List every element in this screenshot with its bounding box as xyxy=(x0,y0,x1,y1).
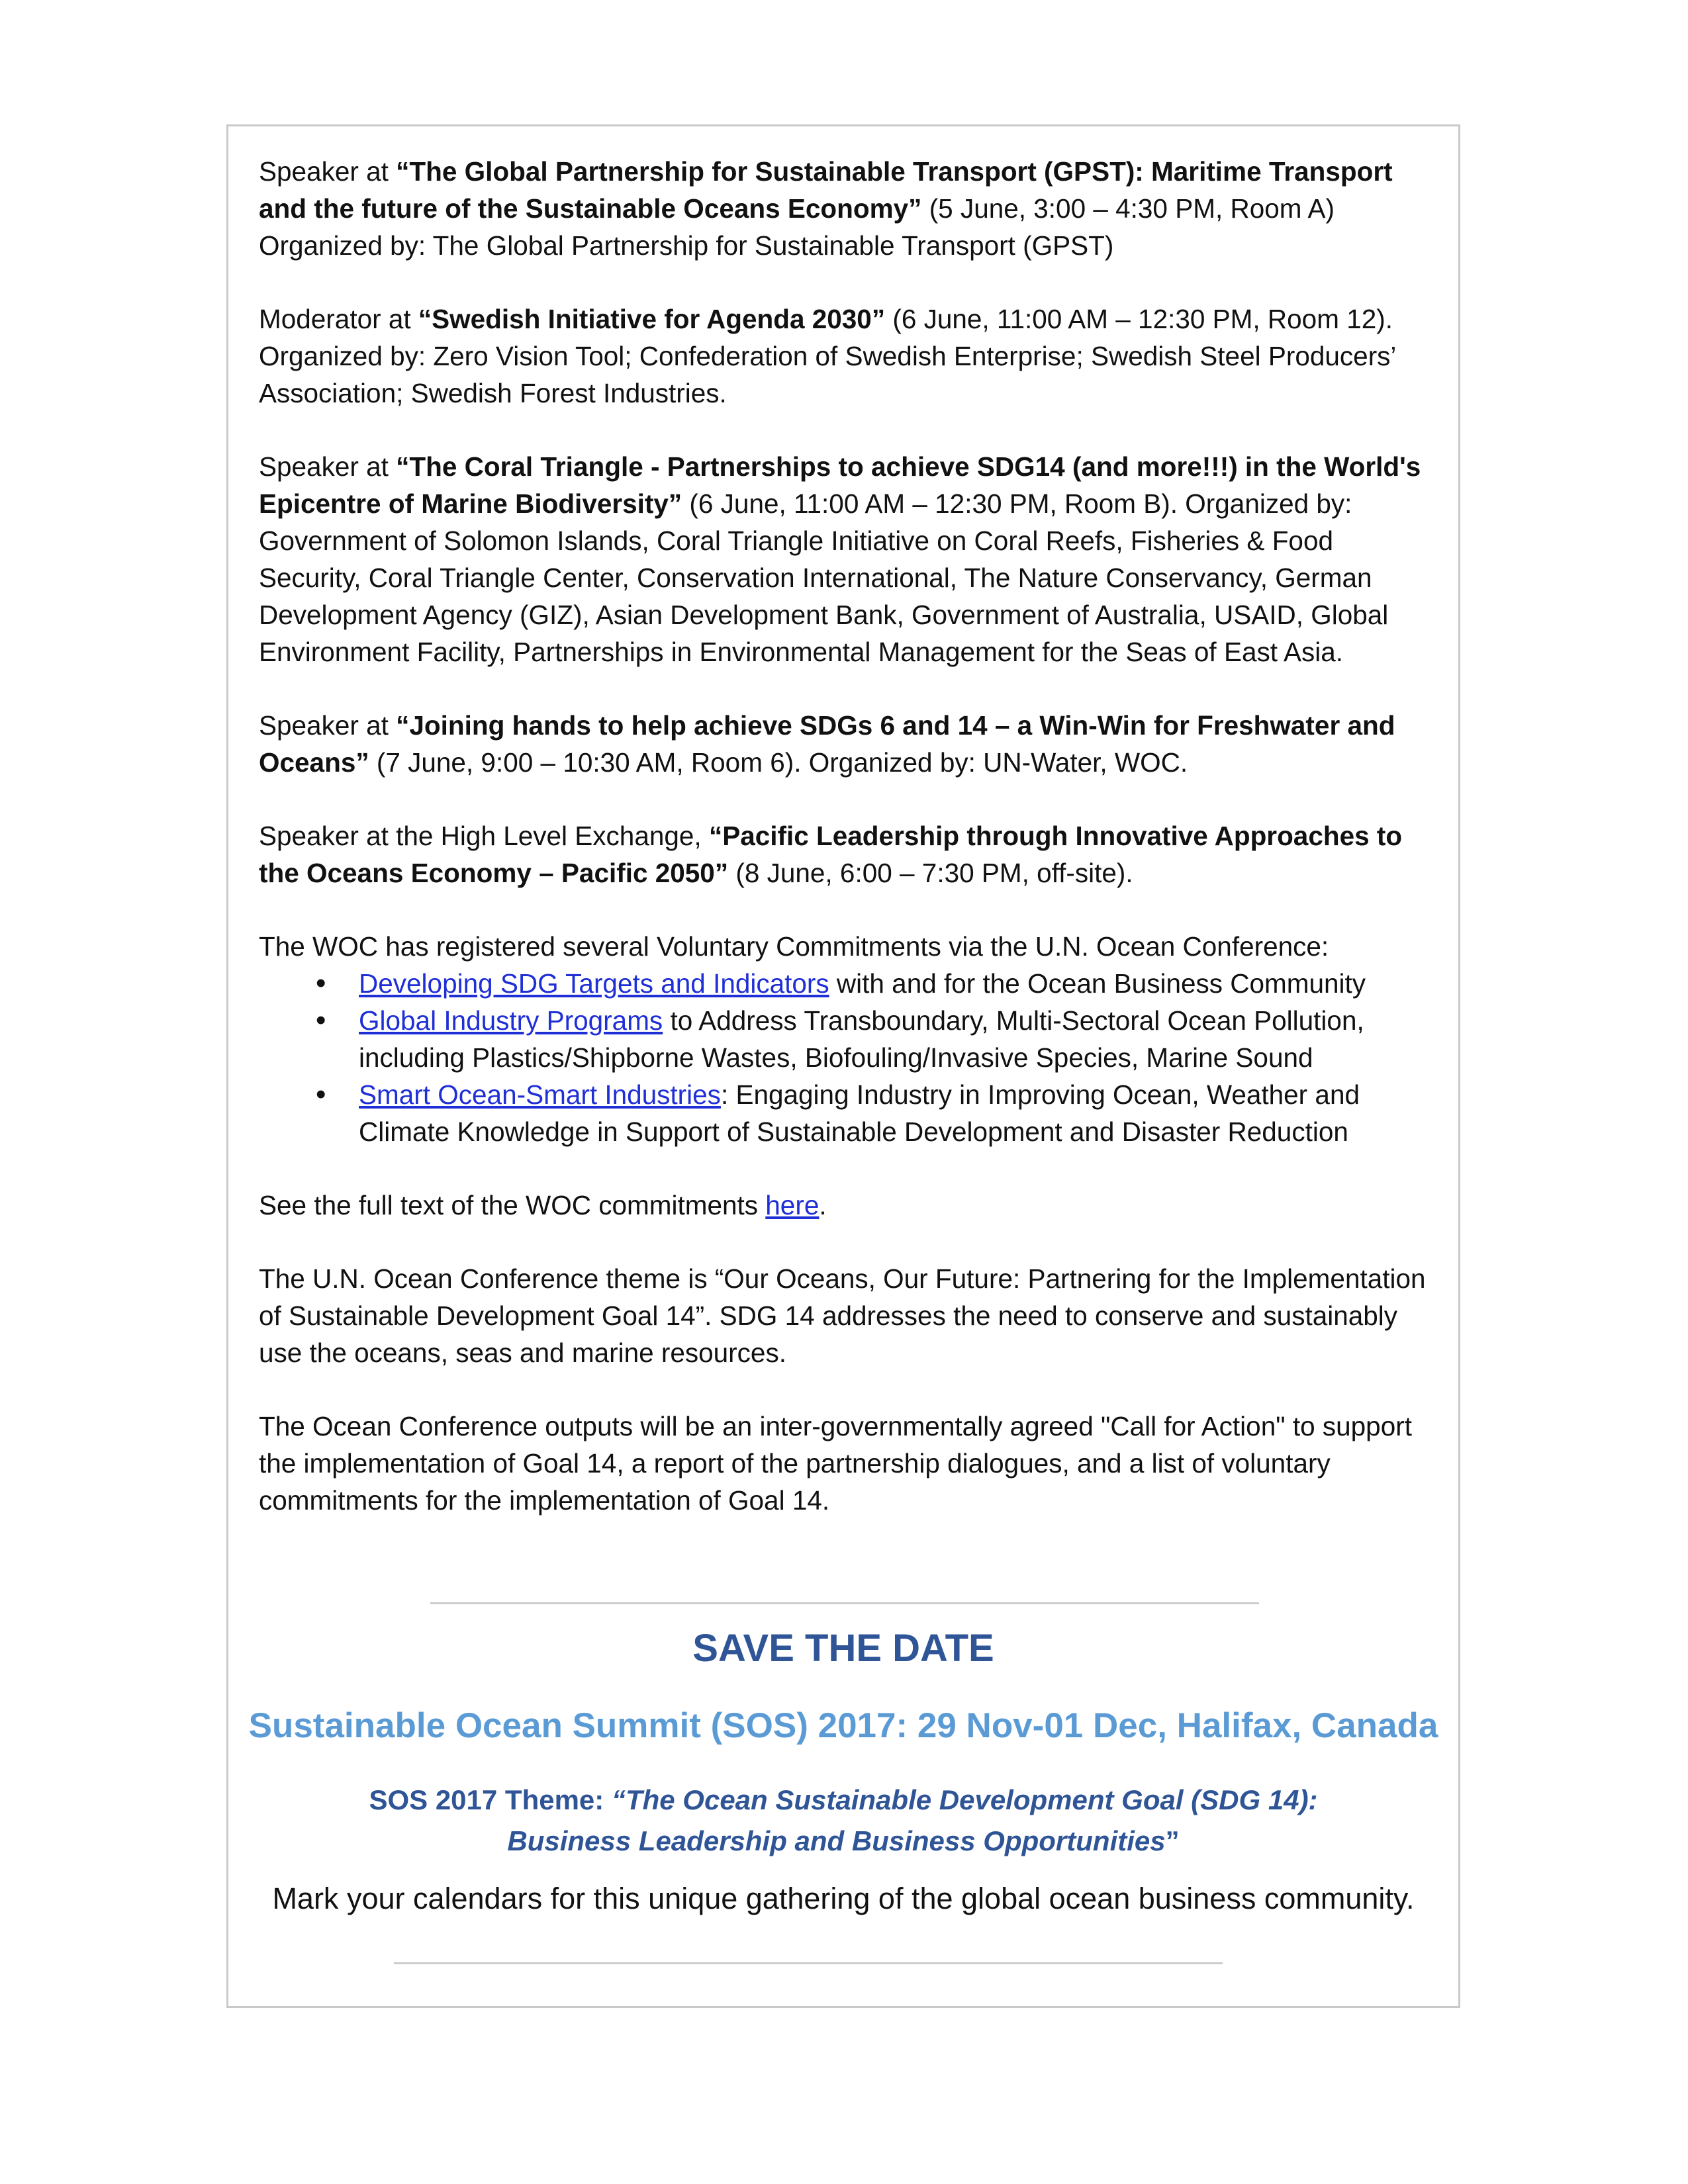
event-role: Moderator at xyxy=(259,304,418,334)
summit-title: Sustainable Ocean Summit (SOS) 2017: 29 Nov-01 Dec, Halifax, Canada xyxy=(248,1706,1438,1745)
bullet-icon: • xyxy=(316,967,326,999)
event-role: Speaker at xyxy=(259,451,397,482)
event-title: “The Coral Triangle - Partnerships to achieve SDG14 (and more!!!) in the World's Epicentre of Marine Biodiversity” xyxy=(259,451,1421,519)
event-role: Speaker at the High Level Exchange, xyxy=(259,821,709,851)
summit-theme-line-2 xyxy=(228,1821,1458,1862)
list-item xyxy=(259,1002,1432,1076)
full-text-suffix: . xyxy=(819,1190,827,1220)
event-details: (7 June, 9:00 – 10:30 AM, Room 6). Organized by: UN-Water, WOC. xyxy=(369,747,1188,778)
event-entry xyxy=(259,817,1432,891)
newsletter-body xyxy=(259,153,1432,1555)
event-role: Speaker at xyxy=(259,156,397,187)
commitment-link-smart-ocean[interactable]: Smart Ocean-Smart Industries xyxy=(359,1079,721,1110)
summit-theme-title-part-2: Business Leadership and Business Opportunities xyxy=(507,1825,1166,1856)
commitment-link-industry-programs[interactable]: Global Industry Programs xyxy=(359,1005,663,1036)
bullet-icon: • xyxy=(316,1078,326,1111)
conference-outputs-paragraph: The Ocean Conference outputs will be an inter-governmentally agreed "Call for Action" to support the implementation of Goal 14, a report of the partnership dialogues, and a list of voluntary commitments for the implementation of Goal 14. xyxy=(259,1411,1412,1516)
event-entry xyxy=(259,707,1432,781)
commitments-list xyxy=(259,965,1432,1150)
divider xyxy=(394,1962,1223,1964)
commitment-text: to Address Transboundary, Multi-Sectoral Ocean Pollution, including Plastics/Shipborne Wastes, Biofouling/Invasive Species, Marine Sound xyxy=(359,1005,1364,1073)
summit-theme-title-part-1: “The Ocean Sustainable Development Goal (SDG 14): xyxy=(611,1784,1318,1815)
commitment-link-sdg-targets[interactable]: Developing SDG Targets and Indicators xyxy=(359,968,829,999)
commitment-text: with and for the Ocean Business Community xyxy=(829,968,1366,999)
event-title: “Joining hands to help achieve SDGs 6 and 14 – a Win-Win for Freshwater and Oceans” xyxy=(259,710,1395,778)
full-text-paragraph xyxy=(259,1187,1432,1224)
event-role: Speaker at xyxy=(259,710,397,741)
commitments-intro: The WOC has registered several Voluntary Commitments via the U.N. Ocean Conference: xyxy=(259,931,1329,962)
save-the-date-heading: SAVE THE DATE xyxy=(692,1627,994,1670)
newsletter-frame xyxy=(226,124,1460,2008)
summit-theme xyxy=(228,1780,1458,1862)
event-details: (8 June, 6:00 – 7:30 PM, off-site). xyxy=(728,858,1133,888)
mark-calendars-text: Mark your calendars for this unique gathering of the global ocean business community. xyxy=(272,1882,1415,1915)
conference-theme-paragraph: The U.N. Ocean Conference theme is “Our Oceans, Our Future: Partnering for the Implementation of Sustainable Development Goal 14”. SDG 14 addresses the need to conserve and sustainably use the oceans, seas and marine resources. xyxy=(259,1263,1426,1368)
event-entry xyxy=(259,300,1432,412)
full-text-here-link[interactable]: here xyxy=(765,1190,820,1220)
commitment-text: : Engaging Industry in Improving Ocean, Weather and Climate Knowledge in Support of Sustainable Development and Disaster Reduction xyxy=(359,1079,1360,1147)
event-title: “Swedish Initiative for Agenda 2030” xyxy=(418,304,886,334)
bullet-icon: • xyxy=(316,1004,326,1036)
divider xyxy=(430,1602,1259,1604)
list-item xyxy=(259,965,1432,1002)
event-entry xyxy=(259,448,1432,670)
event-details: (5 June, 3:00 – 4:30 PM, Room A) Organized by: The Global Partnership for Sustainable Transport (GPST) xyxy=(259,193,1335,261)
event-title: “The Global Partnership for Sustainable Transport (GPST): Maritime Transport and the future of the Sustainable Oceans Economy” xyxy=(259,156,1393,224)
full-text-prefix: See the full text of the WOC commitments xyxy=(259,1190,766,1220)
summit-theme-label: SOS 2017 Theme: xyxy=(369,1784,612,1815)
event-details: (6 June, 11:00 AM – 12:30 PM, Room 12). Organized by: Zero Vision Tool; Confederation of Swedish Enterprise; Swedish Steel Producers’ Association; Swedish Forest Industries. xyxy=(259,304,1395,408)
event-entry xyxy=(259,153,1432,264)
commitments-section xyxy=(259,928,1432,1150)
list-item xyxy=(259,1076,1432,1150)
event-details: (6 June, 11:00 AM – 12:30 PM, Room B). Organized by: Government of Solomon Islands, Coral Triangle Initiative on Coral Reefs, Fisheries & Food Security, Coral Triangle Center, Conservation International, The Nature Conservancy, German Development Agency (GIZ), Asian Development Bank, Government of Australia, USAID, Global Environment Facility, Partnerships in Environmental Management for the Seas of East Asia. xyxy=(259,488,1389,667)
summit-theme-close-quote: ” xyxy=(1165,1825,1180,1856)
event-title: “Pacific Leadership through Innovative Approaches to the Oceans Economy – Pacific 2050” xyxy=(259,821,1403,888)
summit-theme-line-1 xyxy=(228,1780,1458,1821)
